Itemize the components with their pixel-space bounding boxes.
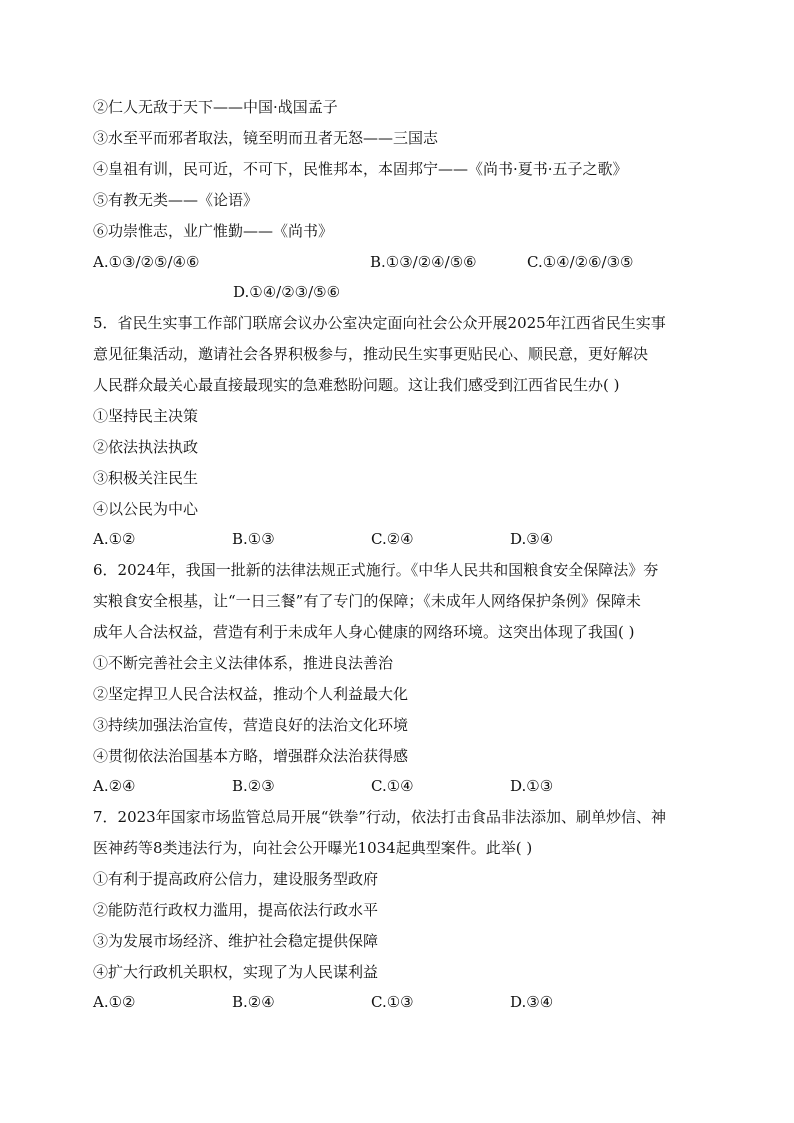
q5-option-a[interactable]: A.①②	[93, 530, 136, 548]
q5-stem-line-1: 5．省民生实事工作部门联席会议办公室决定面向社会公众开展2025年江西省民生实事	[93, 314, 666, 332]
q6-item-2: ②坚定捍卫人民合法权益，推动个人利益最大化	[93, 685, 409, 703]
q5-item-1: ①坚持民主决策	[93, 407, 199, 425]
q4-option-a[interactable]: A.①③/②⑤/④⑥	[93, 253, 200, 271]
q6-option-d[interactable]: D.①③	[510, 777, 554, 795]
q6-options-row	[93, 776, 713, 796]
q4-item-6: ⑥功崇惟志，业广惟勤——《尚书》	[93, 222, 334, 240]
q7-option-c[interactable]: C.①③	[371, 993, 414, 1011]
q4-options-row	[93, 252, 713, 272]
q7-item-4: ④扩大行政机关职权，实现了为人民谋利益	[93, 963, 379, 981]
q4-option-c[interactable]: C.①④/②⑥/③⑤	[527, 253, 634, 271]
q5-stem-line-3: 人民群众最关心最直接最现实的急难愁盼问题。这让我们感受到江西省民生办( )	[93, 376, 620, 394]
q4-item-2: ②仁人无敌于天下——中国·战国孟子	[93, 98, 338, 116]
q7-item-3: ③为发展市场经济、维护社会稳定提供保障	[93, 932, 379, 950]
q4-option-b[interactable]: B.①③/②④/⑤⑥	[370, 253, 477, 271]
q5-item-2: ②依法执法执政	[93, 438, 199, 456]
q7-option-a[interactable]: A.①②	[93, 993, 136, 1011]
q6-option-c[interactable]: C.①④	[371, 777, 414, 795]
q5-option-c[interactable]: C.②④	[371, 530, 414, 548]
q6-stem-line-3: 成年人合法权益，营造有利于未成年人身心健康的网络环境。这突出体现了我国( )	[93, 623, 635, 641]
q6-stem-line-1: 6．2024年，我国一批新的法律法规正式施行。《中华人民共和国粮食安全保障法》夯	[93, 561, 659, 579]
q7-item-2: ②能防范行政权力滥用，提高依法行政水平	[93, 901, 379, 919]
q7-stem-line-1: 7．2023年国家市场监管总局开展“铁拳”行动，依法打击食品非法添加、刷单炒信、神	[93, 808, 667, 826]
q5-options-row	[93, 529, 713, 549]
q5-stem-line-2: 意见征集活动，邀请社会各界积极参与，推动民生实事更贴民心、顺民意，更好解决	[93, 345, 649, 363]
q7-option-d[interactable]: D.③④	[510, 993, 554, 1011]
q6-option-b[interactable]: B.②③	[232, 777, 275, 795]
q6-item-1: ①不断完善社会主义法律体系，推进良法善治	[93, 654, 394, 672]
q4-options-row-2	[93, 282, 713, 302]
q6-stem-line-2: 实粮食安全根基，让“一日三餐”有了专门的保障；《未成年人网络保护条例》保障未	[93, 592, 641, 610]
q6-option-a[interactable]: A.②④	[93, 777, 136, 795]
q4-item-3: ③水至平而邪者取法，镜至明而丑者无怒——三国志	[93, 129, 439, 147]
q5-option-b[interactable]: B.①③	[232, 530, 275, 548]
q7-stem-line-2: 医神药等8类违法行为，向社会公开曝光1034起典型案件。此举( )	[93, 839, 533, 857]
q6-item-4: ④贯彻依法治国基本方略，增强群众法治获得感	[93, 747, 409, 765]
q5-option-d[interactable]: D.③④	[510, 530, 554, 548]
q4-item-5: ⑤有教无类——《论语》	[93, 191, 259, 209]
q6-item-3: ③持续加强法治宣传，营造良好的法治文化环境	[93, 716, 409, 734]
q4-option-d[interactable]: D.①④/②③/⑤⑥	[233, 283, 341, 301]
q5-item-4: ④以公民为中心	[93, 500, 199, 518]
q7-options-row	[93, 992, 713, 1012]
q5-item-3: ③积极关注民生	[93, 469, 199, 487]
q7-option-b[interactable]: B.②④	[232, 993, 275, 1011]
q4-item-4: ④皇祖有训，民可近，不可下，民惟邦本，本固邦宁——《尚书·夏书·五子之歌》	[93, 160, 628, 178]
q7-item-1: ①有利于提高政府公信力，建设服务型政府	[93, 870, 379, 888]
